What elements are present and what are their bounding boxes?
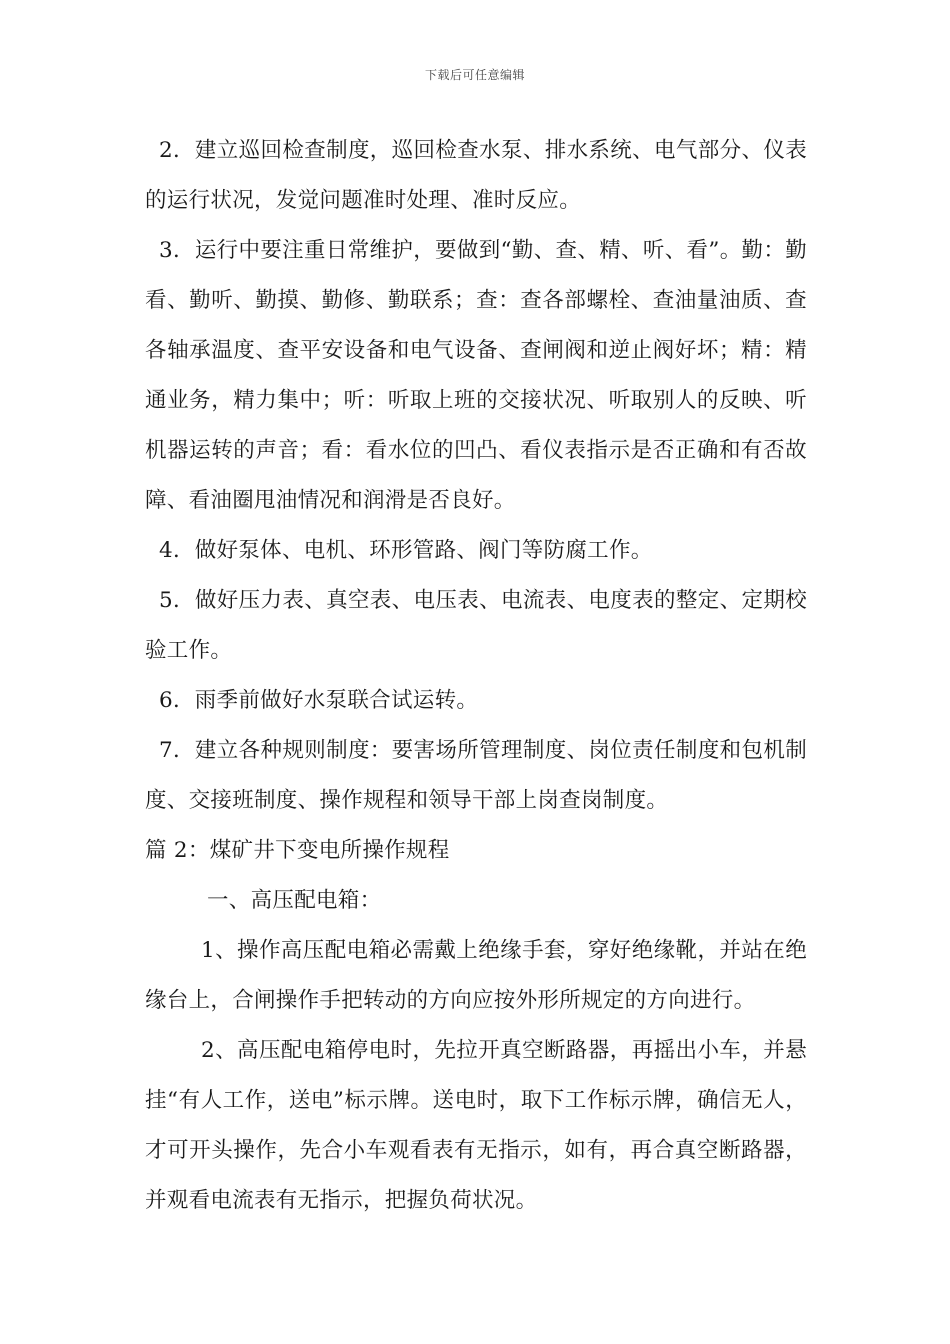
rule-item-2: 2、高压配电箱停电时，先拉开真空断路器，再摇出小车，并悬挂“有人工作，送电”标示牌。送电时，取下工作标示牌，确信无人，才可开头操作，先合小车观看表有无指示，如有，再合真空断路器，并观看电流表有无指示，把握负荷状况。 bbox=[145, 1038, 807, 1213]
paragraph-item-7: 7．建立各种规则制度：要害场所管理制度、岗位责任制度和包机制度、交接班制度、操作规程和领导干部上岗查岗制度。 bbox=[145, 738, 807, 813]
paragraph-item-3: 3．运行中要注重日常维护，要做到“勤、查、精、听、看”。勤：勤看、勤听、勤摸、勤修、勤联系；查：查各部螺栓、查油量油质、查各轴承温度、查平安设备和电气设备、查闸阀和逆止阀好坏；精：精通业务，精力集中；听：听取上班的交接状况、听取别人的反映、听机器运转的声音；看：看水位的凹凸、看仪表指示是否正确和有否故障、看油圈甩油情况和润滑是否良好。 bbox=[145, 238, 807, 513]
paragraph-item-6: 6．雨季前做好水泵联合试运转。 bbox=[159, 688, 479, 713]
section-title: 篇 2：煤矿井下变电所操作规程 bbox=[145, 838, 450, 863]
paragraph-item-5: 5．做好压力表、真空表、电压表、电流表、电度表的整定、定期校验工作。 bbox=[145, 588, 807, 663]
page-header-note: 下载后可任意编辑 bbox=[424, 68, 525, 82]
rule-item-1: 1、操作高压配电箱必需戴上绝缘手套，穿好绝缘靴，并站在绝缘台上，合闸操作手把转动的方向应按外形所规定的方向进行。 bbox=[145, 938, 807, 1013]
document-body bbox=[145, 126, 807, 1226]
subsection-title: 一、高压配电箱： bbox=[207, 888, 382, 913]
paragraph-item-4: 4．做好泵体、电机、环形管路、阀门等防腐工作。 bbox=[159, 538, 653, 563]
paragraph-item-2: 2．建立巡回检查制度，巡回检查水泵、排水系统、电气部分、仪表的运行状况，发觉问题准时处理、准时反应。 bbox=[145, 138, 807, 213]
